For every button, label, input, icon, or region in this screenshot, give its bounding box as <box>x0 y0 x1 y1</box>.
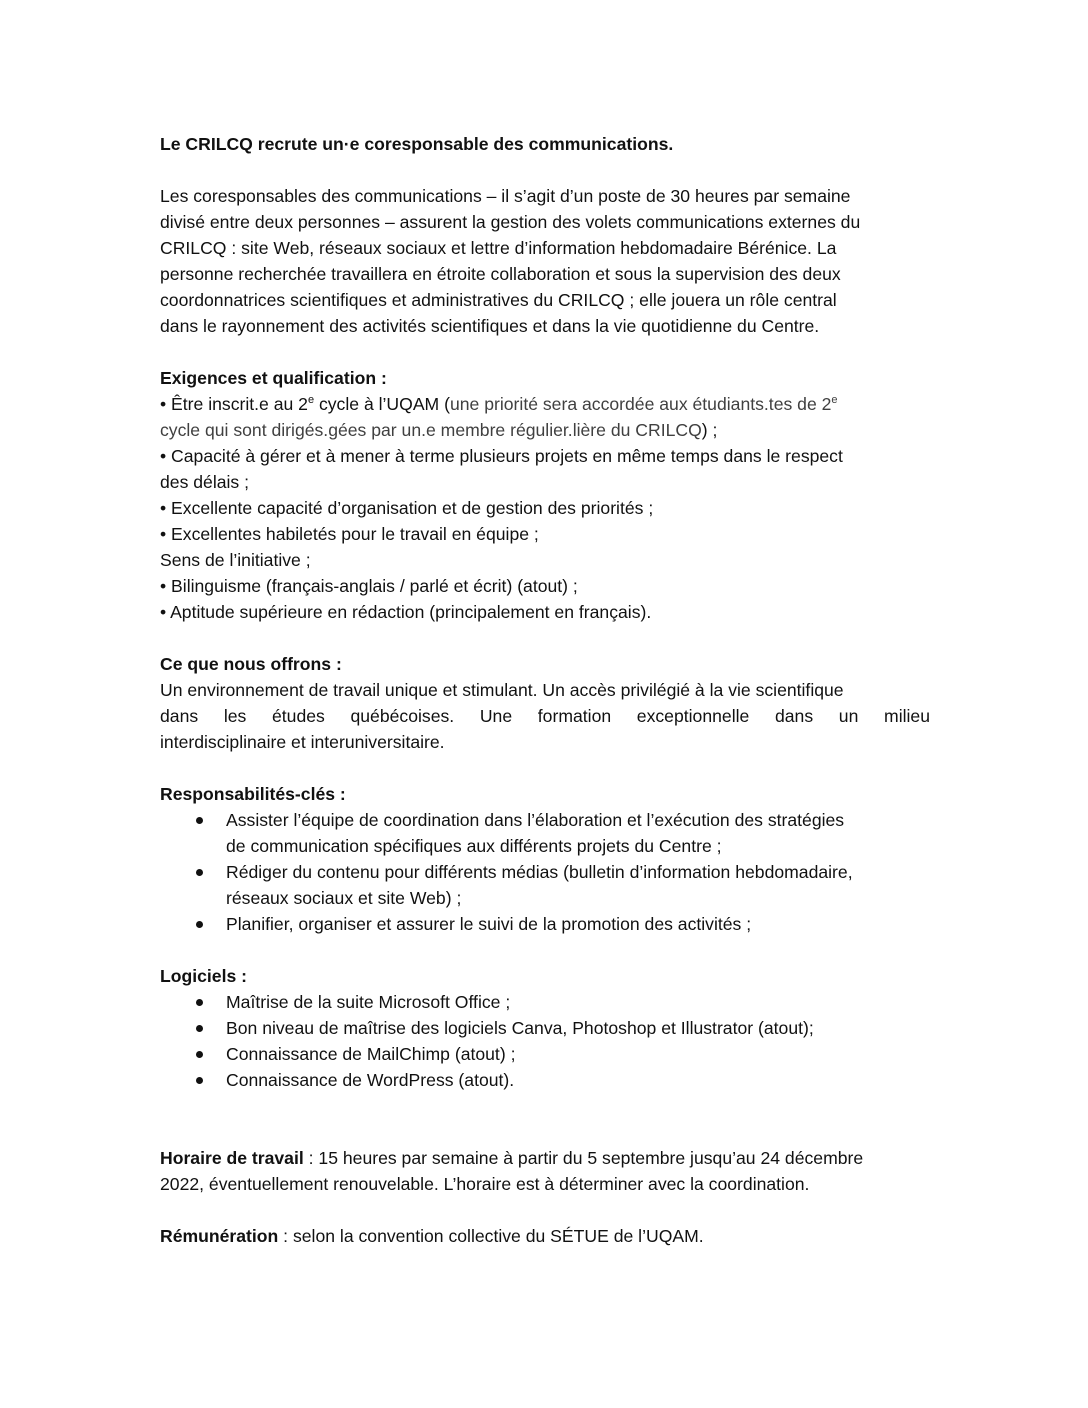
responsibilities-list <box>160 807 930 937</box>
intro-line: dans le rayonnement des activités scientifiques et dans la vie quotidienne du Centre. <box>160 316 820 336</box>
schedule-label: Horaire de travail <box>160 1148 304 1168</box>
offer-paragraph: Un environnement de travail unique et stimulant. Un accès privilégié à la vie scientifique dans les études québécoises. Une formation exceptionnelle dans un milieu interdisciplinaire et interuniversitaire. <box>160 680 930 752</box>
schedule-section <box>160 1145 930 1197</box>
software-section <box>160 963 930 1093</box>
list-item: Assister l’équipe de coordination dans l’élaboration et l’exécution des stratégies de communication spécifiques aux différents projets du Centre ; <box>160 807 930 859</box>
requirement-item: • Excellentes habiletés pour le travail en équipe ; <box>160 524 539 544</box>
bullet-icon <box>196 869 203 876</box>
requirement-item: • Aptitude supérieure en rédaction (principalement en français). <box>160 602 652 622</box>
intro-paragraph <box>160 183 930 339</box>
software-heading: Logiciels : <box>160 966 248 986</box>
intro-line: coordonnatrices scientifiques et administratives du CRILCQ ; elle jouera un rôle central <box>160 290 837 310</box>
pay-label: Rémunération <box>160 1226 279 1246</box>
list-item: Maîtrise de la suite Microsoft Office ; <box>160 989 930 1015</box>
pay-section <box>160 1223 930 1249</box>
requirements-section <box>160 365 930 625</box>
document-title: Le CRILCQ recrute un·e coresponsable des communications. <box>160 134 674 154</box>
document-page <box>160 131 930 1249</box>
requirement-item: • Capacité à gérer et à mener à terme plusieurs projets en même temps dans le respect des délais ; <box>160 446 843 492</box>
bullet-icon <box>196 999 203 1006</box>
requirements-heading: Exigences et qualification : <box>160 368 387 388</box>
list-item: Rédiger du contenu pour différents médias (bulletin d’information hebdomadaire, réseaux sociaux et site Web) ; <box>160 859 930 911</box>
list-item: Connaissance de WordPress (atout). <box>160 1067 930 1093</box>
software-list <box>160 989 930 1093</box>
requirement-item: Sens de l’initiative ; <box>160 550 311 570</box>
list-item: Connaissance de MailChimp (atout) ; <box>160 1041 930 1067</box>
pay-paragraph: Rémunération : selon la convention collective du SÉTUE de l’UQAM. <box>160 1226 704 1246</box>
list-item: Bon niveau de maîtrise des logiciels Canva, Photoshop et Illustrator (atout); <box>160 1015 930 1041</box>
bullet-icon <box>196 921 203 928</box>
responsibilities-section <box>160 781 930 937</box>
intro-line: personne recherchée travaillera en étroite collaboration et sous la supervision des deux <box>160 264 841 284</box>
requirement-item: • Excellente capacité d’organisation et de gestion des priorités ; <box>160 498 654 518</box>
intro-line: divisé entre deux personnes – assurent la gestion des volets communications externes du <box>160 212 861 232</box>
schedule-paragraph: Horaire de travail : 15 heures par semaine à partir du 5 septembre jusqu’au 24 décembre 2022, éventuellement renouvelable. L’horaire est à déterminer avec la coordination. <box>160 1148 864 1194</box>
list-item: Planifier, organiser et assurer le suivi de la promotion des activités ; <box>160 911 930 937</box>
requirement-item: • Être inscrit.e au 2e cycle à l’UQAM (une priorité sera accordée aux étudiants.tes de 2e cycle qui sont dirigés.gées par un.e membre régulier.lière du CRILCQ) ; <box>160 394 838 440</box>
requirement-item: • Bilinguisme (français-anglais / parlé et écrit) (atout) ; <box>160 576 578 596</box>
bullet-icon <box>196 1077 203 1084</box>
bullet-icon <box>196 817 203 824</box>
offer-section <box>160 651 930 755</box>
responsibilities-heading: Responsabilités-clés : <box>160 784 346 804</box>
bullet-icon <box>196 1025 203 1032</box>
offer-heading: Ce que nous offrons : <box>160 654 342 674</box>
bullet-icon <box>196 1051 203 1058</box>
intro-line: CRILCQ : site Web, réseaux sociaux et lettre d’information hebdomadaire Bérénice. La <box>160 238 837 258</box>
intro-line: Les coresponsables des communications – il s’agit d’un poste de 30 heures par semaine <box>160 186 851 206</box>
